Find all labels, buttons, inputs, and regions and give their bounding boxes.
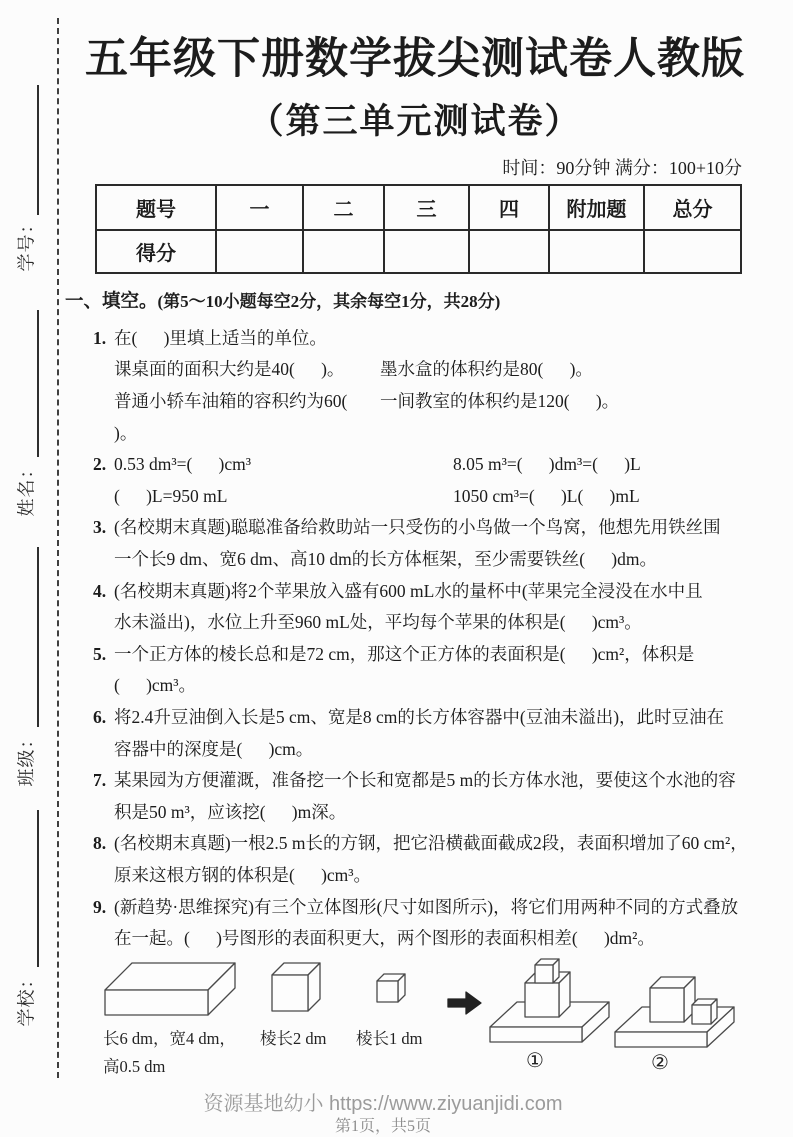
score-table-score-row <box>96 230 741 273</box>
score-header-cell: 附加题 <box>549 185 644 230</box>
question-number: 2. <box>93 454 107 475</box>
score-empty-cell <box>303 230 384 273</box>
blank-line-name <box>37 310 39 457</box>
question-line <box>114 860 761 892</box>
score-header-cell: 一 <box>216 185 303 230</box>
question-text: ( )L=950 mL <box>114 485 228 506</box>
section-one-note: (第5～10小题每空2分，其余每空1分，共28分) <box>157 291 501 311</box>
slab-dimensions-label-line1: 长6 dm，宽4 dm， <box>103 1028 236 1048</box>
question-number: 9. <box>93 896 107 917</box>
right-arrow-icon <box>448 992 481 1014</box>
score-empty-cell <box>384 230 469 273</box>
score-table-header-row <box>96 185 741 230</box>
question-text: (名校期末真题)一根2.5 m长的方钢，把它沿横截面截成2段，表面积增加了60 cm²， <box>114 833 748 854</box>
question-line <box>93 702 761 734</box>
question-line <box>114 670 761 702</box>
question-line <box>114 734 761 766</box>
question-number: 8. <box>93 833 107 854</box>
questions <box>93 323 761 955</box>
field-class <box>8 723 42 793</box>
question-text: 某果园为方便灌溉，准备挖一个长和宽都是5 m的长方体水池，要使这个水池的容 <box>114 770 736 791</box>
footer-source-url: 资源基地幼小 https://www.ziyuanjidi.com <box>203 1092 563 1115</box>
score-header-cell: 二 <box>303 185 384 230</box>
section-one-heading <box>65 290 768 314</box>
question-line <box>93 639 761 671</box>
question-text: 将2.4升豆油倒入长是5 cm、宽是8 cm的长方体容器中(豆油未溢出)，此时豆油在 <box>114 706 725 727</box>
question-line <box>93 576 761 608</box>
question-text: (新趋势·思维探究)有三个立体图形(尺寸如图所示)，将它们用两种不同的方式叠放 <box>114 896 739 917</box>
score-header-cell: 总分 <box>644 185 741 230</box>
blank-line-school <box>37 810 39 967</box>
question-line <box>93 512 761 544</box>
stacked-figure-1 <box>490 959 609 1042</box>
question-line <box>114 481 761 513</box>
question-number: 5. <box>93 643 107 664</box>
question-number: 4. <box>93 580 107 601</box>
score-empty-cell <box>549 230 644 273</box>
paper-title: 五年级下册数学拔尖测试卷人教版 <box>85 36 745 83</box>
question-line <box>114 797 761 829</box>
question <box>93 892 761 955</box>
question-text: 普通小轿车油箱的容积约为60( )。 <box>114 391 374 443</box>
question-line <box>114 544 761 576</box>
question <box>93 323 761 449</box>
question-line <box>93 892 761 924</box>
blank-line-student-id <box>37 85 39 215</box>
question-line <box>93 449 761 481</box>
score-table <box>95 184 742 274</box>
stacked-figure-2 <box>615 977 734 1047</box>
student-info-strip <box>0 0 60 1122</box>
score-header-cell: 题号 <box>96 185 216 230</box>
question-line <box>114 607 761 639</box>
question-text: 一个正方体的棱长总和是72 cm，那这个正方体的表面积是( )cm²，体积是 <box>114 643 695 664</box>
dashed-cut-line <box>57 18 59 1078</box>
score-empty-cell <box>216 230 303 273</box>
figure-1-number: ① <box>526 1049 544 1072</box>
cube-2dm-shape <box>272 963 320 1011</box>
solids-diagram <box>100 955 760 1077</box>
score-header-cell: 四 <box>469 185 549 230</box>
question <box>93 828 761 891</box>
question-text: 在( )里填上适当的单位。 <box>114 327 327 348</box>
question-number: 1. <box>93 327 107 348</box>
question <box>93 639 761 702</box>
time-and-score-info: 时间：90分钟 满分：100+10分 <box>502 157 742 178</box>
question-text: 在一起。( )号图形的表面积更大，两个图形的表面积相差( )dm²。 <box>114 928 655 949</box>
question <box>93 576 761 639</box>
page-footer <box>62 1093 704 1137</box>
question <box>93 702 761 765</box>
question-line <box>93 765 761 797</box>
question <box>93 765 761 828</box>
footer-page-number: 第1页，共5页 <box>334 1117 431 1135</box>
field-student-id <box>8 208 42 278</box>
question-text: 原来这根方钢的体积是( )cm³。 <box>114 864 372 885</box>
slab-dimensions-label-line2: 高0.5 dm <box>103 1056 166 1076</box>
question-text: 0.53 dm³=( )cm³ <box>114 454 252 475</box>
question-line <box>93 323 761 355</box>
question-text: 一间教室的体积约是120( )。 <box>380 391 620 412</box>
slab-shape <box>105 963 235 1015</box>
question-number: 6. <box>93 706 107 727</box>
question-text: 墨水盒的体积约是80( )。 <box>380 359 593 380</box>
score-row-label: 得分 <box>96 230 216 273</box>
question9-figure <box>100 955 768 1077</box>
question-text: 水未溢出)，水位上升至960 mL处，平均每个苹果的体积是( )cm³。 <box>114 612 642 633</box>
section-one-title: 一、填空。 <box>65 291 158 312</box>
question-line <box>114 386 761 449</box>
field-name-label: 姓名： <box>16 459 36 517</box>
paper-subtitle: （第三单元测试卷） <box>248 101 582 141</box>
field-school-label: 学校： <box>16 969 36 1027</box>
score-header-cell: 三 <box>384 185 469 230</box>
field-student-id-label: 学号： <box>16 214 36 272</box>
score-empty-cell <box>644 230 741 273</box>
field-class-label: 班级： <box>16 729 36 787</box>
question-text: 8.05 m³=( )dm³=( )L <box>453 454 641 475</box>
question-number: 7. <box>93 770 107 791</box>
question-text: (名校期末真题)聪聪准备给救助站一只受伤的小鸟做一个鸟窝，他想先用铁丝围 <box>114 517 721 538</box>
question <box>93 449 761 512</box>
question-text: 1050 cm³=( )L( )mL <box>453 485 640 506</box>
figure-2-number: ② <box>651 1051 669 1074</box>
question-text: 积是50 m³，应该挖( )m深。 <box>114 801 347 822</box>
question-line <box>93 828 761 860</box>
field-name <box>8 453 42 523</box>
question-text: 课桌面的面积大约是40( )。 <box>114 359 345 380</box>
question-text: 容器中的深度是( )cm。 <box>114 738 314 759</box>
cube-1dm-label: 棱长1 dm <box>356 1028 423 1048</box>
question-text: ( )cm³。 <box>114 675 197 696</box>
question <box>93 512 761 575</box>
score-empty-cell <box>469 230 549 273</box>
field-school <box>8 963 42 1033</box>
blank-line-class <box>37 547 39 727</box>
question-line <box>114 923 761 955</box>
question-line <box>114 354 761 386</box>
cube-1dm-shape <box>377 974 405 1002</box>
paper-main <box>62 0 768 1137</box>
question-text: 一个长9 dm、宽6 dm、高10 dm的长方体框架，至少需要铁丝( )dm。 <box>114 549 657 569</box>
cube-2dm-label: 棱长2 dm <box>260 1028 327 1048</box>
question-number: 3. <box>93 517 107 538</box>
question-text: (名校期末真题)将2个苹果放入盛有600 mL水的量杯中(苹果完全浸没在水中且 <box>114 580 703 601</box>
